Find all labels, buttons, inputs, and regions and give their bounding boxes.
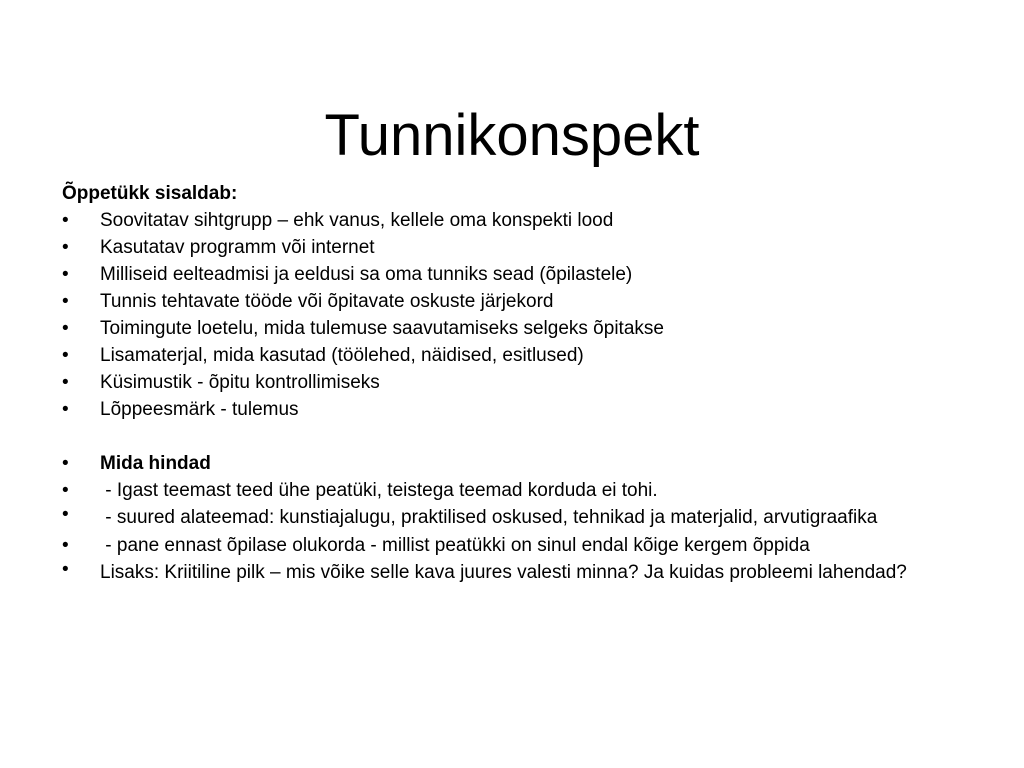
bullet-icon: • [62,264,69,285]
bullet-icon: • [62,504,69,525]
section-heading: Õppetükk sisaldab: [62,183,238,204]
list-item [62,559,962,587]
bullet-list-grading [62,450,962,587]
slide-body [62,180,962,587]
spacer [62,423,962,450]
bullet-icon: • [62,399,69,420]
list-item [62,396,962,423]
slide-title: Tunnikonspekt [324,102,700,168]
list-item-text: Mida hindad [100,453,211,474]
list-item-text: Küsimustik - õpitu kontrollimiseks [100,372,380,393]
list-item-text: Lõppeesmärk - tulemus [100,399,299,420]
bullet-icon: • [62,345,69,366]
bullet-icon: • [62,237,69,258]
list-item-text: Lisaks: Kriitiline pilk – mis võike selle kava juures valesti minna? Ja kuidas probleemi lahendad? [100,562,907,583]
bullet-icon: • [62,210,69,231]
list-item-text: Kasutatav programm või internet [100,237,375,258]
list-item-text: Soovitatav sihtgrupp – ehk vanus, kellele oma konspekti lood [100,210,614,231]
list-item-text: - pane ennast õpilase olukorda - millist peatükki on sinul endal kõige kergem õppida [100,535,810,556]
list-item [62,288,962,315]
bullet-icon: • [62,291,69,312]
bullet-list-contents [62,207,962,423]
bullet-icon: • [62,535,69,556]
list-item-text: Milliseid eelteadmisi ja eeldusi sa oma tunniks sead (õpilastele) [100,264,633,285]
bullet-icon: • [62,480,69,501]
bullet-icon: • [62,559,69,580]
list-item [62,369,962,396]
list-item [62,477,962,504]
list-item [62,342,962,369]
list-item [62,504,962,532]
bullet-icon: • [62,372,69,393]
list-item-text: Toimingute loetelu, mida tulemuse saavutamiseks selgeks õpitakse [100,318,664,339]
list-item-text: Tunnis tehtavate tööde või õpitavate oskuste järjekord [100,291,554,312]
list-item [62,261,962,288]
bullet-icon: • [62,453,69,474]
list-item-text: - Igast teemast teed ühe peatüki, teistega teemad korduda ei tohi. [100,480,658,501]
list-item-text: - suured alateemad: kunstiajalugu, praktilised oskused, tehnikad ja materjalid, arvutigraafika [100,507,878,528]
list-item [62,315,962,342]
list-item [62,234,962,261]
list-item-heading [62,450,962,477]
list-item [62,532,962,559]
list-item [62,207,962,234]
list-item-text: Lisamaterjal, mida kasutad (töölehed, näidised, esitlused) [100,345,584,366]
bullet-icon: • [62,318,69,339]
